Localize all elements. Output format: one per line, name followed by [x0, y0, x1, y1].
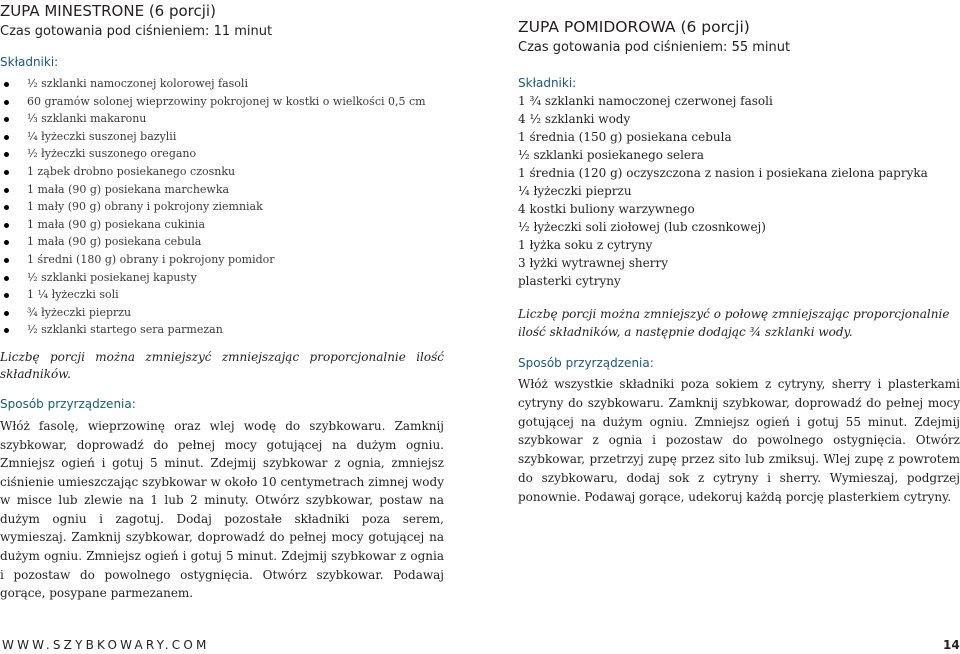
- list-item: 1 mała (90 g) posiekana cukinia: [0, 216, 444, 234]
- list-item: plasterki cytryny: [518, 274, 621, 288]
- portion-note: Liczbę porcji można zmniejszyć zmniejszając proporcjonalnie ilość: [0, 349, 444, 364]
- portion-note: Liczbę porcji można zmniejszyć o połowę zmniejszając proporcjonalnie ilość składników, a następnie dodając ¾ szklanki wody.: [518, 307, 950, 339]
- cooking-time: Czas gotowania pod ciśnieniem: 55 minut: [518, 40, 791, 55]
- list-item: 1 średni (180 g) obrany i pokrojony pomidor: [0, 251, 444, 269]
- minestrone-recipe: [0, 0, 444, 603]
- recipe-title: ZUPA MINESTRONE (6 porcji): [0, 2, 216, 20]
- list-item: ½ szklanki startego sera parmezan: [0, 321, 444, 339]
- list-item: 1 łyżka soku z cytryny: [518, 238, 653, 252]
- list-item: ½ szklanki namoczonej kolorowej fasoli: [0, 75, 444, 93]
- list-item: 1 ząbek drobno posiekanego czosnku: [0, 163, 444, 181]
- list-item: 1 mała (90 g) posiekana cebula: [0, 233, 444, 251]
- method-text: Włóż fasolę, wieprzowinę oraz wlej wodę do szybkowaru. Zamknij szybkowar, doprowadź do pełnej mocy gotującej na dużym ogniu. Zmniejsz ogień i gotuj 5 minut. Zdejmij szybkowar z ognia, zmniejsz ciśnienie umieszczając szybkowar w około 10 centymetrach zimnej wody w misce lub zlewie na 1 lub 2 minuty. Otwórz szybkowar, postaw na dużym ogniu i zagotuj. Dodaj pozostałe składniki poza serem, wymieszaj. Zamknij szybkowar, doprowadź do pełnej mocy gotującej na dużym ogniu. Zmniejsz ogień i gotuj 5 minut. Zdejmij szybkowar z ognia i pozostaw do powolnego ostygnięcia. Otwórz szybkowar. Podawaj gorące, posypane parmezanem.: [0, 418, 444, 601]
- list-item: ½ szklanki posiekanej kapusty: [0, 269, 444, 287]
- list-item: ¼ łyżeczki pieprzu: [518, 184, 632, 198]
- list-item: ¼ łyżeczki suszonej bazylii: [0, 128, 444, 146]
- tomato-soup-recipe: [518, 16, 960, 507]
- list-item: ¾ łyżeczki pieprzu: [0, 304, 444, 322]
- list-item: 3 łyżki wytrawnej sherry: [518, 256, 669, 270]
- ingredients-heading: Składniki:: [518, 76, 577, 90]
- list-item: ⅓ szklanki makaronu: [0, 110, 444, 128]
- page-number: 14: [943, 638, 960, 652]
- ingredients-list: [0, 75, 444, 339]
- cooking-time: Czas gotowania pod ciśnieniem: 11 minut: [0, 24, 273, 39]
- list-item: ½ szklanki posiekanego selera: [518, 148, 704, 162]
- list-item: 4 kostki buliony warzywnego: [518, 202, 695, 216]
- list-item: 1 mały (90 g) obrany i pokrojony ziemniak: [0, 198, 444, 216]
- method-heading: Sposób przyrządzenia:: [0, 396, 136, 411]
- ingredients-heading: Składniki:: [0, 55, 59, 69]
- list-item: 1 ¼ łyżeczki soli: [0, 286, 444, 304]
- list-item: 1 średnia (150 g) posiekana cebula: [518, 130, 732, 144]
- list-item: 60 gramów solonej wieprzowiny pokrojonej w kostki o wielkości 0,5 cm: [0, 93, 444, 111]
- list-item: ½ łyżeczki suszonego oregano: [0, 145, 444, 163]
- ingredients-list: [518, 92, 960, 290]
- method-heading: Sposób przyrządzenia:: [518, 356, 654, 370]
- list-item: ½ łyżeczki soli ziołowej (lub czosnkowej): [518, 220, 766, 234]
- list-item: 4 ½ szklanki wody: [518, 112, 631, 126]
- method-text: Włóż wszystkie składniki poza sokiem z cytryny, sherry i plasterkami cytryny do szybkowaru. Zamknij szybkowar, doprowadź do pełnej mocy gotującej na dużym ogniu. Zmniejsz ogień i gotuj 55 minut. Zdejmij szybkowar z ognia i pozostaw do powolnego ostygnięcia. Otwórz szybkowar, przetrzyj zupę przez sito lub zmiksuj. Wlej zupę z powrotem do szybkowaru, dodaj sok z cytryny i sherry. Wymieszaj, podgrzej ponownie. Podawaj gorące, udekoruj każdą porcję plasterkiem cytryny.: [518, 377, 960, 504]
- recipe-title: ZUPA POMIDOROWA (6 porcji): [518, 18, 750, 36]
- footer-website: WWW.SZYBKOWARY.COM: [2, 638, 210, 652]
- list-item: 1 ¾ szklanki namoczonej czerwonej fasoli: [518, 94, 773, 108]
- portion-note-end: składników.: [0, 367, 71, 382]
- list-item: 1 mała (90 g) posiekana marchewka: [0, 181, 444, 199]
- list-item: 1 średnia (120 g) oczyszczona z nasion i posiekana zielona papryka: [518, 166, 928, 180]
